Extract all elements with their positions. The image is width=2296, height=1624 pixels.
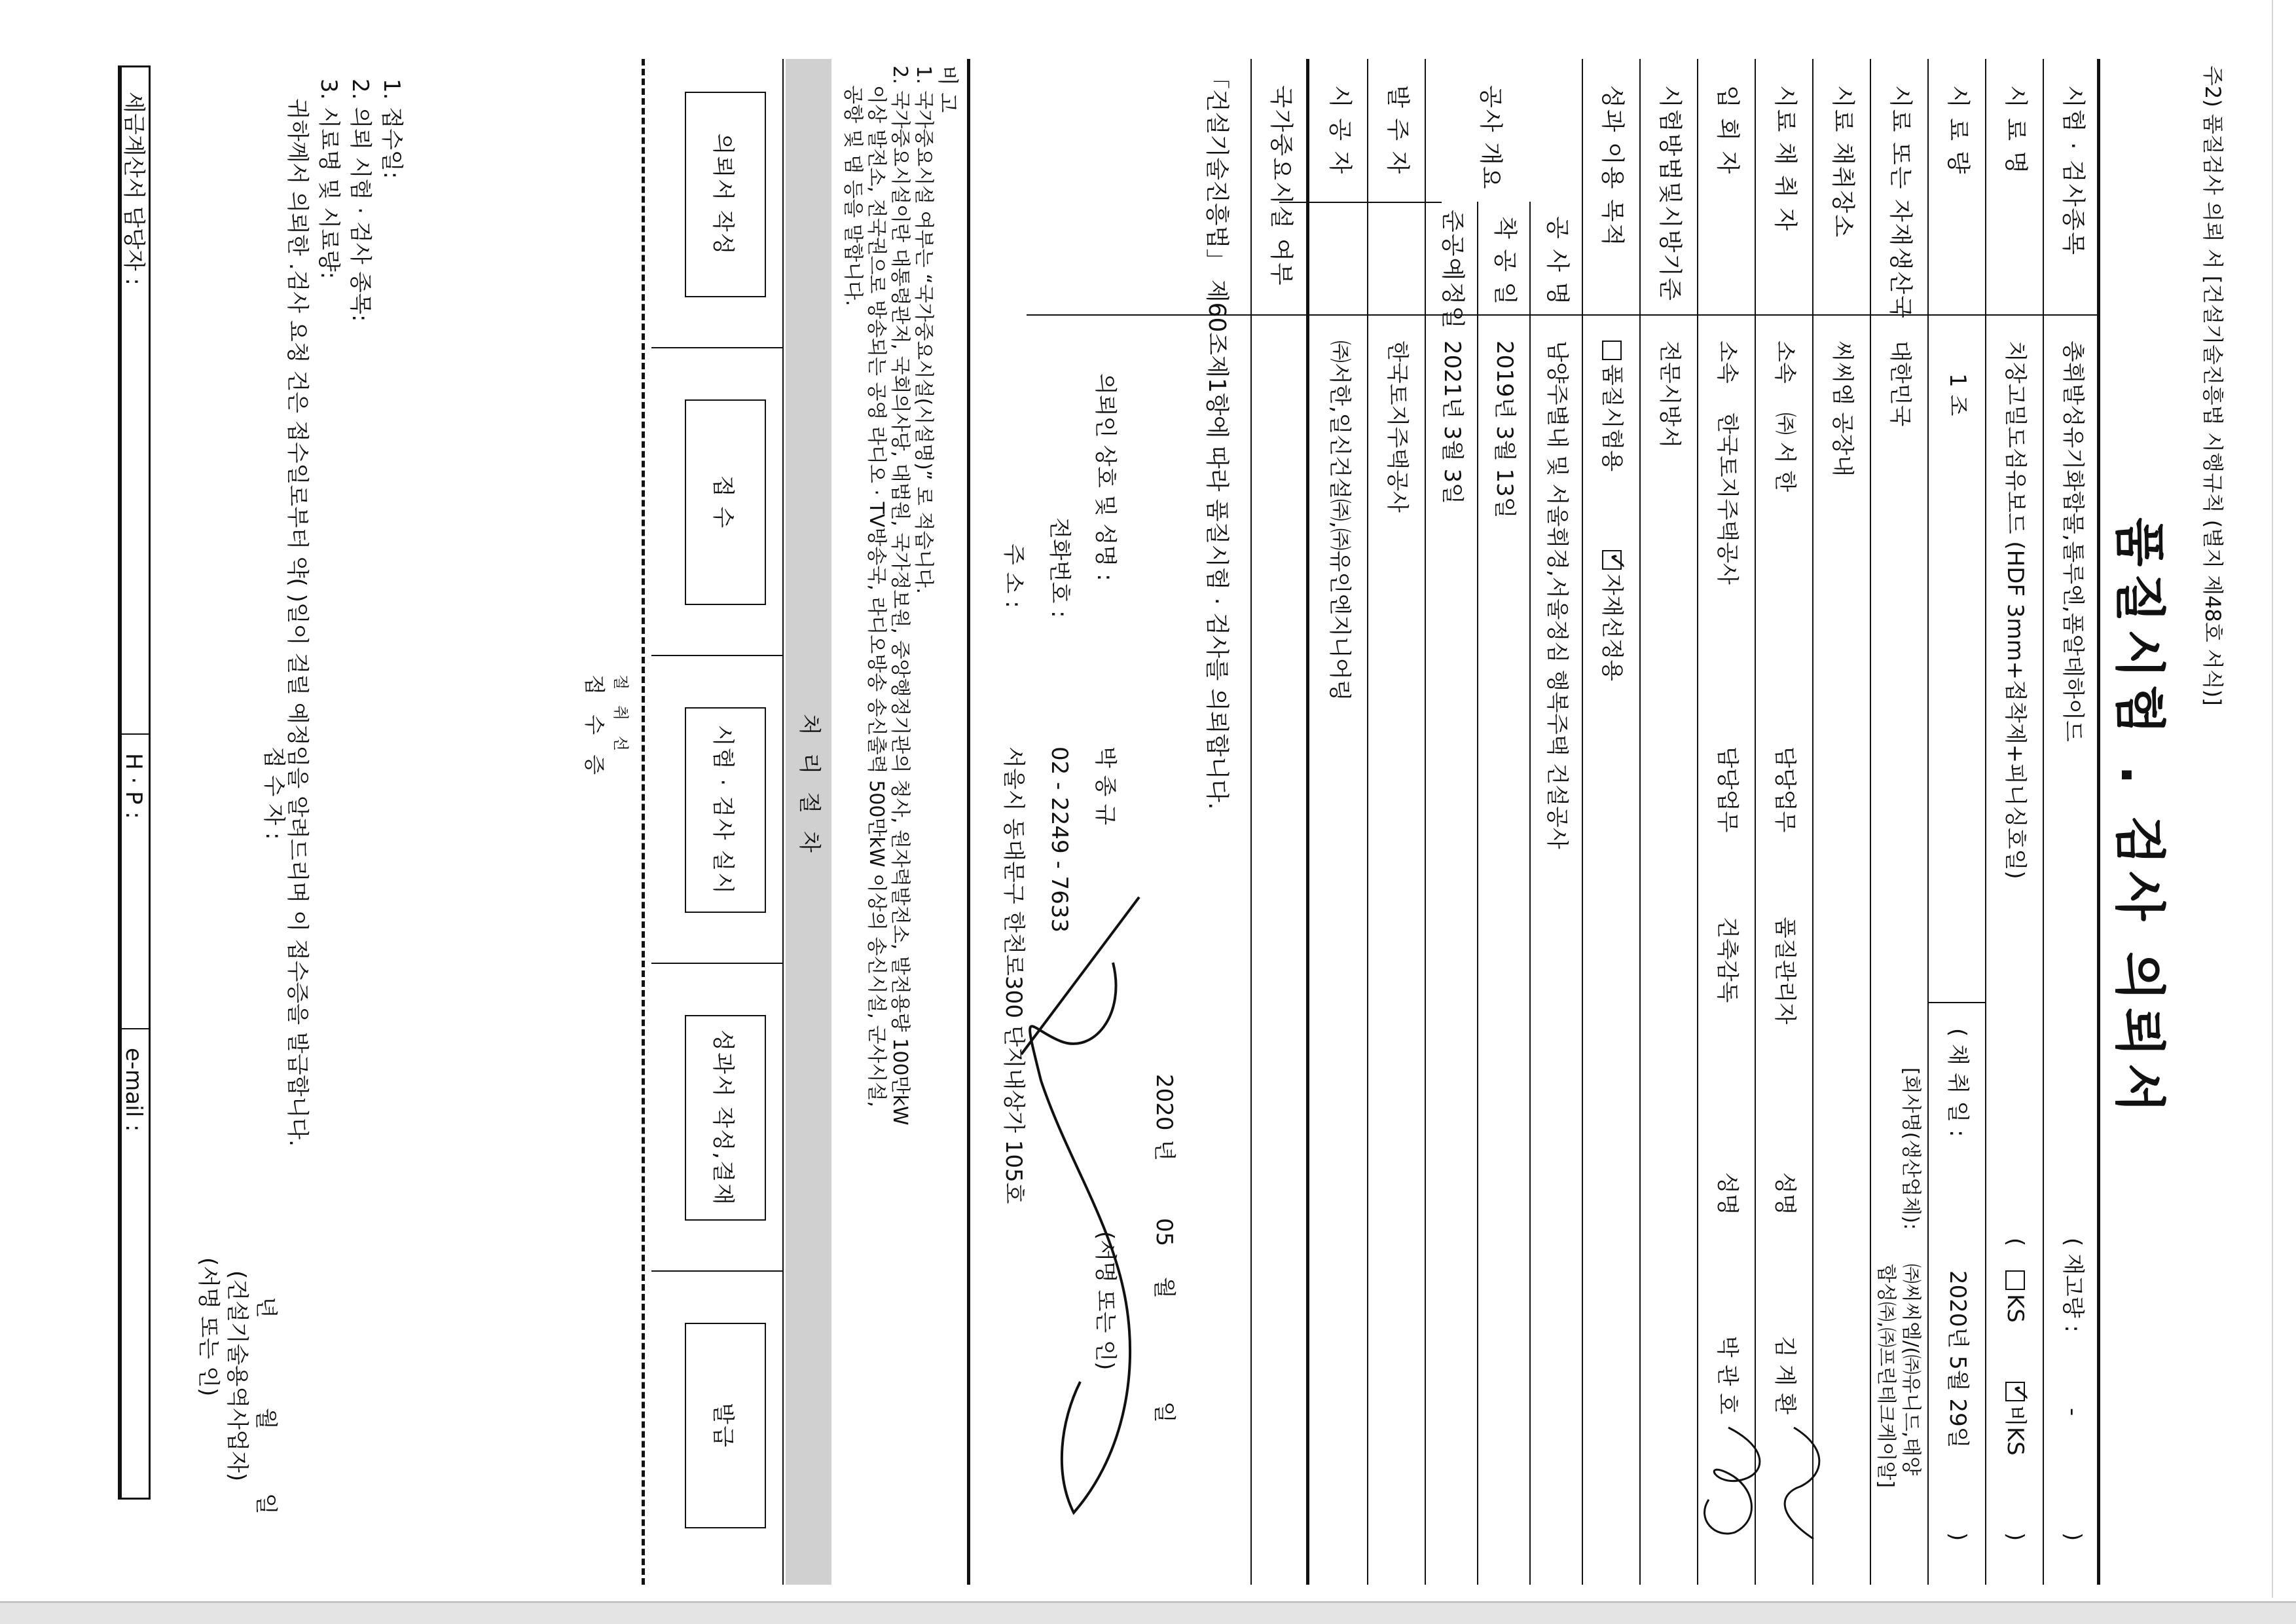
- collector-affil-value: ㈜ 서 한: [1772, 413, 1798, 492]
- remarks-item2-line3: 공항 및 댐 등을 말합니다.: [841, 85, 864, 306]
- form-title: 품질시험 . 검사 의뢰서: [2109, 517, 2168, 1120]
- date-day-unit: 일: [1151, 1401, 1177, 1423]
- requester-name-label: 의뢰인 상호 및 성명 :: [1092, 373, 1118, 581]
- stock-label: ( 재고량 :: [2060, 1238, 2086, 1333]
- method-value: 전문시방서: [1656, 341, 1683, 449]
- project-end-value: 2021년 3월 3일: [1439, 341, 1465, 504]
- national-facility-label: 국가중요시설 여부: [1267, 85, 1294, 287]
- receipt-date-year: 년: [253, 1297, 279, 1318]
- project-start-value: 2019년 3월 13일: [1491, 341, 1518, 519]
- requester-address-label: 주 소 :: [1000, 544, 1027, 608]
- contractor-label: 시 공 자: [1326, 85, 1353, 175]
- collector-duty-label: 담당업무: [1772, 747, 1798, 833]
- collect-place-value: 씨씨엠 공장내: [1829, 341, 1855, 477]
- witness-name-value: 박 관 호: [1714, 1336, 1740, 1415]
- collect-date-label: ( 채 취 일 :: [1944, 1028, 1971, 1137]
- contractor-value: ㈜서한,일신건설㈜,㈜유인엔지니어링: [1326, 341, 1353, 701]
- date-month: 05: [1151, 1218, 1177, 1247]
- company-label: [회사명(생산업체):: [1899, 1067, 1922, 1230]
- witness-label: 입 회 자: [1714, 85, 1741, 175]
- requester-sign-label: (서명 또는 인): [1092, 1231, 1118, 1371]
- witness-affil-label: 소속: [1714, 341, 1740, 384]
- cut-line-label: 절 취 선: [611, 674, 630, 756]
- form-header-note: 주2) 품질검사 의뢰 서 [건설기술진흥법 시행규칙 (별지 제48호 서식)]: [2200, 65, 2225, 706]
- receipt-date-day: 일: [253, 1493, 279, 1515]
- purpose-label: 성과 이용 목적: [1599, 85, 1626, 248]
- witness-duty-label: 담당업무: [1714, 747, 1740, 833]
- company-value-line1: ㈜씨씨엠/(㈜유니드,태양: [1899, 1264, 1922, 1476]
- origin-value: 대한민국: [1887, 341, 1913, 427]
- ks-close-paren: ): [2002, 1532, 2028, 1541]
- witness-affil-value: 한국토지주택공사: [1714, 413, 1740, 585]
- sample-name-label: 시 료 명: [2002, 85, 2029, 175]
- origin-label: 시료 또는 자재생산국: [1887, 85, 1914, 320]
- project-start-label: 착 공 일: [1491, 216, 1518, 306]
- project-end-label: 준공예정일: [1439, 210, 1466, 330]
- collector-affil-label: 소속: [1772, 341, 1798, 384]
- requester-name-value: 박 종 규: [1092, 747, 1118, 826]
- witness-name-label: 성명: [1714, 1172, 1740, 1215]
- receipt-item2: 2. 의뢰 시험 · 검사 종목:: [347, 79, 373, 322]
- procedure-step-report: 성과서 작성,결재: [685, 1015, 766, 1221]
- date-year-unit: 년: [1151, 1139, 1177, 1161]
- method-label: 시험방법및시방기준: [1656, 85, 1683, 302]
- receipt-sign: (서명 또는 인): [195, 1257, 221, 1397]
- collect-place-label: 시료 채취장소: [1829, 85, 1856, 239]
- project-name-value: 남양주별내 및 서울휘경,서울정심 행복주택 건설공사: [1544, 341, 1570, 849]
- nonks-option-label: 비KS: [2002, 1405, 2028, 1456]
- quantity-value: 1 조: [1944, 373, 1971, 416]
- footer-hp-label: H · P :: [120, 753, 147, 819]
- collector-name-label: 성명: [1772, 1172, 1798, 1215]
- receipt-item3: 3. 시료명 및 시료량:: [316, 79, 342, 280]
- client-label: 발 주 자: [1384, 85, 1411, 175]
- stock-close: ): [2060, 1532, 2086, 1541]
- ks-option-label: KS: [2002, 1294, 2028, 1323]
- receipt-body: 귀하께서 의뢰한 .검사 요청 건은 접수일로부터 약( )일이 걸릴 예정임을 알려드리며 이 접수증을 발급합니다.: [284, 98, 310, 1147]
- procedure-title: 처 리 절 차: [796, 714, 822, 858]
- receipt-org: (건설기술용역사업자): [224, 1270, 250, 1482]
- remarks-item1: 1. 국가중요시설 여부는 “국가중요시설(시설명)” 로 적습니다.: [912, 65, 935, 594]
- collector-label: 시료 채 취 자: [1772, 85, 1798, 232]
- ks-open-paren: (: [2002, 1238, 2028, 1247]
- collector-name-value: 김 계 환: [1772, 1336, 1798, 1415]
- footer-email-label: e-mail :: [120, 1048, 147, 1132]
- project-name-label: 공 사 명: [1544, 216, 1571, 306]
- collect-date-close: ): [1944, 1532, 1971, 1541]
- purpose-option-quality-label: 품질시험용: [1599, 364, 1625, 472]
- footer-tax-label: 세금계산서 담당자 :: [120, 92, 147, 286]
- quantity-label: 시 료 량: [1944, 85, 1971, 175]
- date-month-unit: 월: [1151, 1277, 1177, 1299]
- receipt-title: 접 수 증: [582, 674, 607, 782]
- procedure-step-issue: 발급: [685, 1323, 766, 1528]
- request-statement: 「건설기술진흥법」 제60조제1항에 따라 품질시험 · 검사를 의뢰합니다.: [1203, 65, 1230, 810]
- receipt-receiver-label: 접 수 자 :: [261, 747, 287, 840]
- requester-phone-label: 전화번호 :: [1046, 517, 1072, 618]
- collect-date-value: 2020년 5월 29일: [1944, 1270, 1971, 1449]
- stock-value: -: [2060, 1408, 2086, 1416]
- remarks-item2-line2: 이상 발전소, 전국권으로 방송되는 공영 라디오 · TV방송국, 라디오방송 송신출력 500만kW 이상의 송신시설, 군사시설,: [865, 85, 888, 1107]
- rotated-receipt-layer: [0, 7, 2252, 1624]
- procedure-step-write: 의뢰서 작성: [685, 92, 766, 297]
- receipt-item1: 1. 접수일:: [378, 79, 405, 179]
- requester-address-value: 서울시 동대문구 한천로300 단지내상가 105호: [1000, 747, 1027, 1204]
- client-value: 한국토지주택공사: [1384, 341, 1410, 513]
- test-type-value: 총휘발성유기화합물,톨루엔,폼알데하이드: [2060, 341, 2086, 742]
- remarks-item2-line1: 2. 국가중요시설이란 대통령관저, 국회의사당, 대법원, 국가정보원, 중앙행정기관의 청사, 원자력발전소, 발전용량 100만kW: [888, 65, 911, 1126]
- receipt-date-month: 월: [253, 1408, 279, 1430]
- collector-duty-value: 품질관리자: [1772, 917, 1798, 1025]
- remarks-title: 비 고: [936, 65, 960, 113]
- date-year: 2020: [1151, 1074, 1177, 1131]
- witness-duty-value: 건축감독: [1714, 917, 1740, 1003]
- purpose-option-material-label: 자재선정용: [1599, 574, 1625, 682]
- sample-name-value: 치장고밀도섬유보드 (HDF 3mm+접착제+피니싱호일): [2002, 341, 2028, 879]
- project-label: 공사 개요: [1477, 85, 1504, 191]
- procedure-step-test: 시험 · 검사 실시: [685, 707, 766, 913]
- company-value-line2: 합성㈜,㈜프린테크케이알]: [1874, 1264, 1897, 1488]
- procedure-step-receive: 접 수: [685, 399, 766, 605]
- requester-phone-value: 02 - 2249 - 7633: [1046, 747, 1072, 933]
- scan-right-edge: [2272, 0, 2273, 1598]
- test-type-label: 시험 · 검사종목: [2060, 85, 2086, 256]
